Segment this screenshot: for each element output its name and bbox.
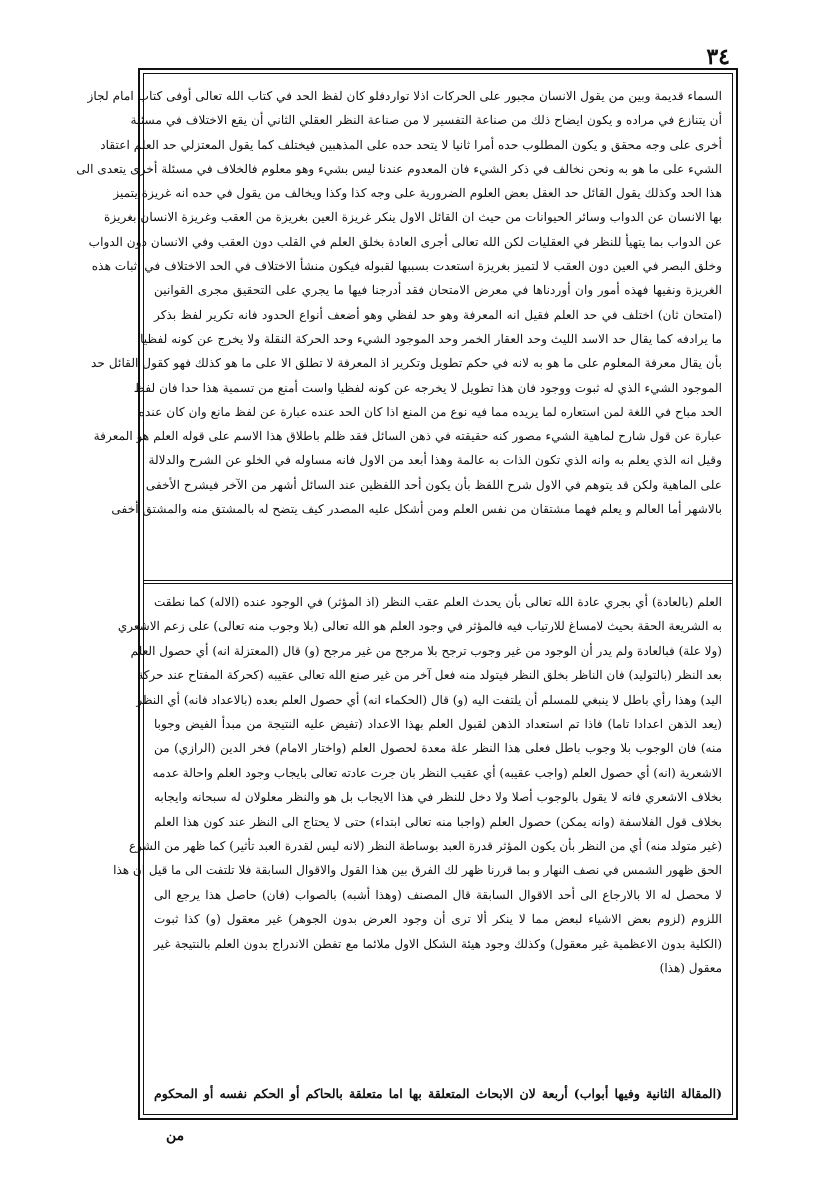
- matn-line: منه) فان الوجوب بلا وجوب باطل فعلى هذا النظر علة معدة لحصول العلم (واختار الامام) فخر الدين (الرازي) من: [154, 741, 722, 756]
- commentary-line: السماء قديمة وبين من يقول الانسان مجبور على الحركات اذلا تواردفلو كان لفظ الحد في كتاب الله تعالى أوفى كتاب امام لجاز: [87, 89, 722, 103]
- commentary-line: الشيء على ما هو به ونحن نخالف في ذكر الشيء فان المعدوم عندنا ليس بشيء وهو معلوم فالخلاف في مسئلة أخرى يتعدى الى: [76, 161, 722, 176]
- matn-line: العلم (بالعادة) أي بجري عادة الله تعالى بأن يحدث العلم عقب النظر (اذ المؤثر) في الوجود عنده (الاله) كما نطقت: [154, 595, 722, 609]
- matn-line: اللزوم (لزوم بعض الاشياء لبعض مما لا ينكر ألا ترى أن وجود العرض بدون الجوهر) غير معقول (و) كذا ثبوت: [154, 912, 722, 927]
- commentary-line: الموجود الشيء الذي له ثبوت ووجود فان هذا تطويل لا يخرجه عن كونه لفظيا واست أمنع من تسمية هذا حدا فان لفظ: [133, 380, 722, 395]
- section-divider: [143, 583, 733, 584]
- matn-line: الحق ظهور الشمس في نصف النهار و بما قررنا ظهر لك الفرق بين هذا القول والاقوال السابقة فلا تلتفت الى ما قيل ان هذا: [113, 863, 722, 878]
- commentary-block: [76, 84, 722, 576]
- commentary-line: عن الدواب بما يتهيأ للنظر في العقليات لكن الله تعالى أجرى العادة بخلق العلم في القلب دون العقب وفي الانسان دون الدواب: [88, 234, 722, 249]
- section-divider: [143, 580, 733, 581]
- commentary-line: بأن يقال معرفة المعلوم على ما هو به لانه في حكم تطويل وتكرير اذ المعرفة لا تطلق الا على ما هو كذلك فهو كقول القائل حد: [91, 356, 722, 371]
- commentary-line: وقيل انه الذي يعلم به وانه الذي تكون الذات به عالمة وهذا أبعد من الاول فانه مساوله في الخلو عن الشرح والدلالة: [148, 453, 722, 468]
- commentary-line: هذا الحد وكذلك يقول القائل حد العقل بعض العلوم الضرورية على وجه كذا وكذا ويخالف من يقول في حده انه غريزة يتميز: [113, 186, 722, 201]
- commentary-line: (امتحان ثان) اختلف في حد العلم فقيل انه المعرفة وهو حد لفظي وهو أضعف أنواع الحدود فانه تكرير لفظ بذكر: [154, 307, 722, 322]
- matn-block: [113, 590, 722, 1070]
- commentary-line: على الماهية ولكن قد يتوهم في الاول شرح اللفظ بأن يكون أحد اللفظين عند السائل أشهر من الآخر فيشرح الأخفى: [145, 477, 722, 492]
- commentary-line: أن يتنازع في مراده و يكون ايضاح ذلك من صناعة التفسير لا من صناعة النظر العقلي الثاني أن يقع الاختلاف في مسئلة: [130, 113, 722, 128]
- matn-line: بخلاف الاشعري فانه لا يقول بالوجوب أصلا ولا دخل للنظر في هذا الايجاب بل هو والنظر معلولان له سبحانه وايجابه: [154, 790, 722, 805]
- catchword: من: [166, 1128, 185, 1144]
- matn-line: بعد النظر (بالتوليد) فان الناظر بخلق النظر فيتولد منه فعل آخر من غير صنع الله تعالى عقيبه (كحركة المفتاح عند حركة: [137, 668, 722, 683]
- commentary-line: وخلق البصر في العين دون العقب لا لتميز بغريزة استعدت بسببها لقبوله فيكون منشأ الاختلاف في الحد الاختلاف في اثبات هذه: [91, 259, 722, 274]
- commentary-line: بالاشهر أما العالم و يعلم فهما مشتقان من نفس العلم ومن أشكل عليه المصدر كيف يتضح له بالمشتق منه والمشتق أخفى: [111, 502, 722, 517]
- commentary-line: بها الانسان عن الدواب وسائر الحيوانات من حيث ان القائل الاول ينكر غريزة العين بغريزة من العقب وغريزة الانسان بغريزة: [104, 210, 722, 225]
- commentary-line: الغريزة ونفيها فهذه أمور وان أوردناها في معرض الامتحان فقد أدرجنا فيها ما يجري على التحقيق مجرى القوانين: [154, 283, 722, 298]
- commentary-line: عبارة عن قول شارح لماهية الشيء مصور كنه حقيقته في ذهن السائل فقد ظلم باطلاق هذا الاسم على قوله العلم هو المعرفة: [93, 429, 722, 444]
- chapter-heading-line: (المقالة الثانية وفيها أبواب) أربعة لان الابحاث المتعلقة بها اما متعلقة بالحاكم أو الحكم نفسه أو المحكوم: [154, 1086, 722, 1101]
- commentary-line: ما يرادفه كما يقال حد الاسد الليث وحد العقار الخمر وحد الموجود الشيء وحد الحركة النقلة ولا يخرج عن كونه لفظيا: [140, 331, 722, 346]
- matn-line: اليد) وهذا رأي باطل لا ينبغي للمسلم أن يلتفت اليه (و) قال (الحكماء انه) أي حصول العلم بعده (بالاعداد فانه) أي النظر: [136, 692, 722, 707]
- matn-line: بخلاف قول الفلاسفة (وانه يمكن) حصول العلم (واجبا منه تعالى ابتداء) حتى لا يحتاج الى النظر عند كون هذا العلم: [154, 814, 722, 829]
- page-number: ٣٤: [706, 44, 730, 70]
- commentary-line: الحد مباح في اللغة لمن استعاره لما يريده مما فيه نوع من المنع اذا كان الحد عنده عبارة عن لفظ مانع وان كان عنده: [138, 404, 722, 419]
- matn-line: (الكلية بدون الاعظمية غير معقول) وكذلك وجود هيئة الشكل الاول ملائما مع تفطن الاندراج بدون العلم بالنتيجة غير: [154, 936, 722, 951]
- matn-line: الاشعرية (انه) أي حصول العلم (واجب عقيبه) أي عقيب النظر بان جرت عادته تعالى بايجاب وجود العلم واحالة عدمه: [152, 765, 722, 780]
- commentary-line: أخرى على وجه محقق و يكون المطلوب حده أمرا ثانيا لا يتحد حده على المذهبين فيختلف كما يقول المعتزلي حد العلم اعتقاد: [100, 137, 722, 152]
- matn-line: (ولا علة) فبالعادة ولم يدر أن الوجود من غير وجوب ترجح بلا مرجح من غير مرجح (و) قال (المعتزلة انه) أي حصول العلم: [130, 643, 722, 658]
- matn-line: به الشريعة الحقة بحيث لامساغ للارتياب فيه فالمؤثر في وجود العلم هو الله تعالى (بلا وجوب منه تعالى) على زعم الاشعري: [117, 619, 722, 634]
- matn-line: (يعد الذهن اعدادا تاما) فاذا تم استعداد الذهن لقبول العلم بهذا الاعداد (تفيض عليه النتيجة من مبدأ الفيض وجوبا: [154, 717, 722, 732]
- matn-line-last: معقول (هذا): [659, 961, 722, 976]
- matn-line: لا محصل له الا بالارجاع الى أحد الاقوال السابقة قال المصنف (وهذا أشبه) بالصواب (فان) حاصل هذا يرجع الى: [154, 887, 722, 902]
- matn-line: (غير متولد منه) أي من النظر بأن يكون المؤثر قدرة العبد بوساطة النظر (لانه ليس لقدرة العبد تأثير) كما ظهر من الشرع: [128, 839, 722, 854]
